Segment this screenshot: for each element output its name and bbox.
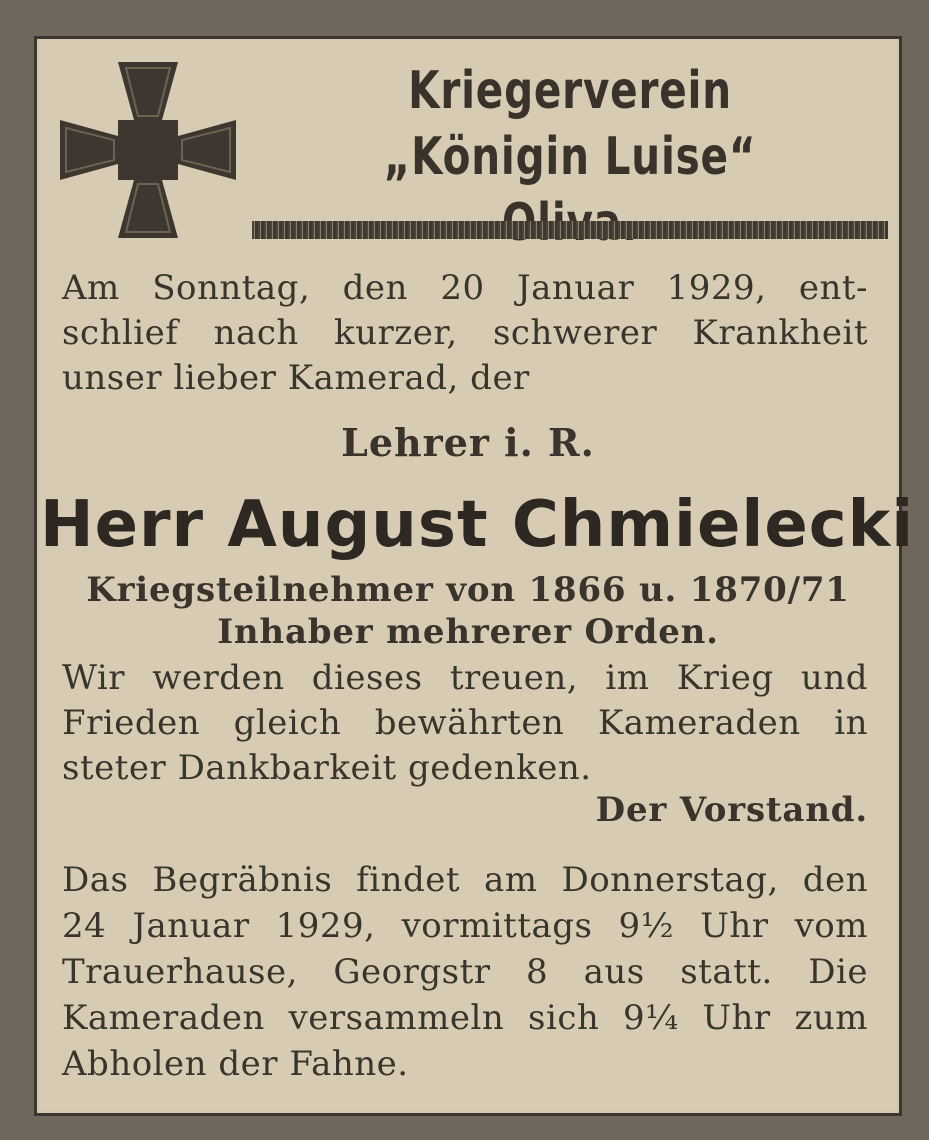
deceased-detail-2: Inhaber mehrerer Orden. xyxy=(217,612,719,652)
deceased-title: Lehrer i. R. xyxy=(341,420,595,465)
header-rule xyxy=(252,221,888,239)
tribute-line-2: Frieden gleich bewährten Kameraden in xyxy=(62,703,868,743)
funeral-line-3: Trauerhause, Georgstr 8 aus statt. Die xyxy=(62,952,868,992)
iron-cross-icon xyxy=(56,58,240,242)
funeral-line-4: Kameraden versammeln sich 9¼ Uhr zum xyxy=(62,998,868,1038)
funeral-line-5: Abholen der Fahne. xyxy=(62,1044,409,1084)
tribute-line-1: Wir werden dieses treuen, im Krieg und xyxy=(62,658,868,698)
intro-line-1: Am Sonntag, den 20 Januar 1929, ent- xyxy=(62,268,868,308)
intro-line-2: schlief nach kurzer, schwerer Krankheit xyxy=(62,313,868,353)
intro-line-3: unser lieber Kamerad, der xyxy=(62,358,530,398)
tribute-line-3: steter Dankbarkeit gedenken. xyxy=(62,748,592,788)
deceased-name: Herr August Chmielecki xyxy=(40,488,915,562)
funeral-line-2: 24 Januar 1929, vormittags 9½ Uhr vom xyxy=(62,906,868,946)
association-name: Kriegerverein xyxy=(408,61,732,121)
deceased-detail-1: Kriegsteilnehmer von 1866 u. 1870/71 xyxy=(86,570,850,610)
association-subtitle: „Königin Luise“ xyxy=(383,127,757,187)
funeral-line-1: Das Begräbnis findet am Donnerstag, den xyxy=(62,860,868,900)
signature: Der Vorstand. xyxy=(595,790,868,830)
